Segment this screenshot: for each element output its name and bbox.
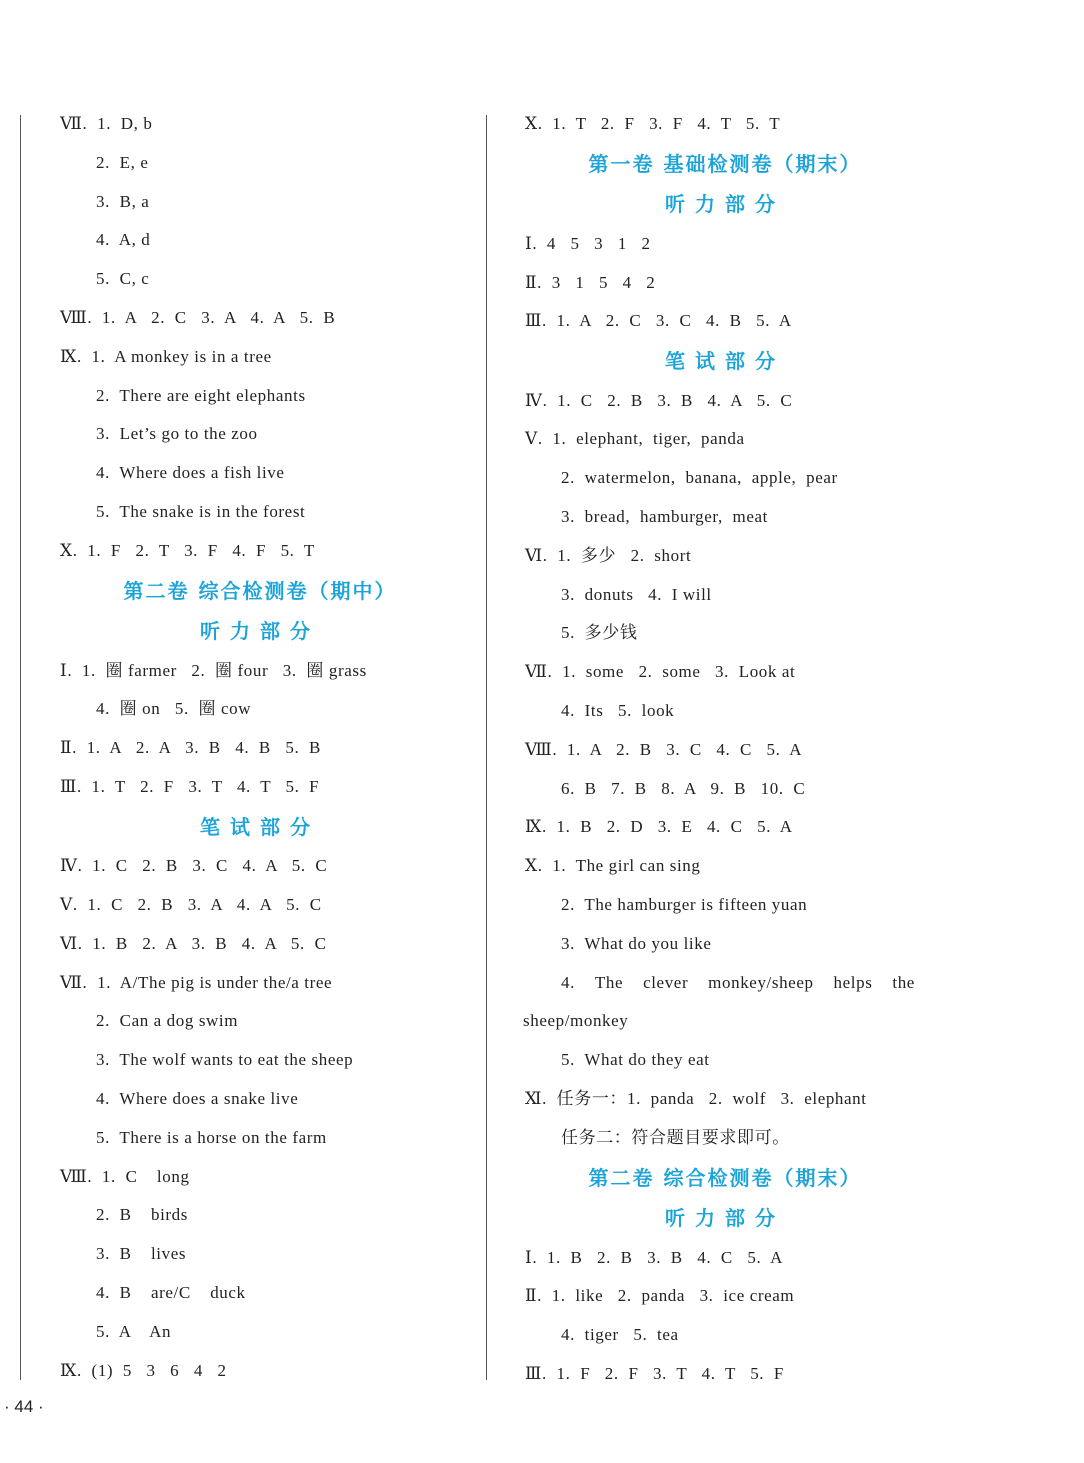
answer-line: Ⅲ. 1. T 2. F 3. T 4. T 5. F [60, 776, 320, 796]
left-column [60, 105, 460, 1390]
answer-subline: 3. B lives [96, 1244, 187, 1264]
answer-line: Ⅲ. 1. A 2. C 3. C 4. B 5. A [525, 311, 792, 331]
answer-line: Ⅸ. 1. A monkey is in a tree [60, 346, 272, 366]
answer-subline: 3. donuts 4. I will [561, 584, 712, 604]
answer-line: Ⅰ. 4 5 3 1 2 [525, 233, 651, 253]
answer-line: Ⅸ. 1. B 2. D 3. E 4. C 5. A [525, 817, 793, 837]
answer-subline: 4. 圈 on 5. 圈 cow [96, 699, 252, 719]
answer-subline: 3. What do you like [561, 933, 712, 953]
part-heading: 听力部分 [665, 1206, 785, 1231]
answer-word: The [594, 972, 624, 992]
answer-subline: 2. watermelon, banana, apple, pear [561, 468, 838, 488]
answer-subline: 2. E, e [96, 152, 149, 172]
answer-line [525, 964, 925, 1003]
part-heading: 笔试部分 [665, 349, 785, 374]
answer-line: Ⅳ. 1. C 2. B 3. C 4. A 5. C [60, 856, 328, 876]
page-number: · 44 · [4, 1397, 44, 1416]
answer-line: Ⅶ. 1. some 2. some 3. Look at [525, 662, 796, 682]
answer-subline: 4. B are/C duck [96, 1283, 246, 1303]
answer-line: Ⅵ. 1. 多少 2. short [525, 545, 692, 565]
answer-line: Ⅹ. 1. F 2. T 3. F 4. F 5. T [60, 540, 315, 560]
answer-line: Ⅸ. (1) 5 3 6 4 2 [60, 1360, 227, 1380]
answer-subline: 任务二：符合题目要求即可。 [561, 1127, 790, 1147]
answer-subline: 2. The hamburger is fifteen yuan [561, 895, 808, 915]
answer-line: Ⅰ. 1. B 2. B 3. B 4. C 5. A [525, 1247, 784, 1267]
answer-subline: sheep/monkey [523, 1011, 629, 1031]
section-heading: 第一卷 基础检测卷（期末） [588, 151, 862, 176]
left-margin-rule [20, 115, 21, 1380]
answer-subline: 3. Let’s go to the zoo [96, 424, 258, 444]
answer-line: Ⅴ. 1. C 2. B 3. A 4. A 5. C [60, 895, 322, 915]
answer-line: Ⅶ. 1. D, b [60, 114, 153, 133]
answer-subline: 4. Its 5. look [561, 701, 675, 721]
column-divider [486, 115, 487, 1380]
answer-subline: 2. Can a dog swim [96, 1011, 239, 1031]
section-heading: 第二卷 综合检测卷（期中） [123, 578, 397, 603]
answer-subline: 3. The wolf wants to eat the sheep [96, 1050, 354, 1070]
answer-subline: 4. tiger 5. tea [561, 1325, 679, 1345]
answer-word: the [892, 972, 915, 992]
answer-subline: 5. There is a horse on the farm [96, 1127, 327, 1147]
answer-line: Ⅷ. 1. C long [60, 1166, 190, 1186]
answer-subline: 6. B 7. B 8. A 9. B 10. C [561, 778, 806, 798]
answer-subline: 4. A, d [96, 230, 151, 250]
answer-line: Ⅱ. 1. like 2. panda 3. ice cream [525, 1286, 795, 1306]
answer-word: helps [833, 972, 873, 992]
answer-line: Ⅴ. 1. elephant, tiger, panda [525, 429, 745, 449]
answer-subline: 2. There are eight elephants [96, 385, 306, 405]
answer-line: Ⅺ. 任务一：1. panda 2. wolf 3. elephant [525, 1089, 867, 1109]
answer-line: Ⅹ. 1. The girl can sing [525, 856, 701, 876]
answer-line: Ⅲ. 1. F 2. F 3. T 4. T 5. F [525, 1364, 784, 1384]
answer-line: Ⅶ. 1. A/The pig is under the/a tree [60, 972, 333, 992]
answer-subline: 5. What do they eat [561, 1050, 710, 1070]
answer-line: Ⅷ. 1. A 2. C 3. A 4. A 5. B [60, 307, 336, 327]
answer-word: monkey/sheep [708, 972, 814, 992]
answer-subline: 4. Where does a snake live [96, 1089, 299, 1109]
answer-word: 4. [561, 972, 575, 992]
answer-subline: 4. Where does a fish live [96, 463, 285, 483]
answer-subline: 5. 多少钱 [561, 623, 638, 643]
part-heading: 听力部分 [200, 619, 320, 644]
right-column [525, 105, 925, 1394]
answer-subline: 3. bread, hamburger, meat [561, 507, 768, 527]
answer-line: Ⅵ. 1. B 2. A 3. B 4. A 5. C [60, 933, 327, 953]
section-heading: 第二卷 综合检测卷（期末） [588, 1165, 862, 1190]
answer-subline: 5. C, c [96, 269, 150, 289]
answer-subline: 5. The snake is in the forest [96, 501, 306, 521]
answer-line: Ⅹ. 1. T 2. F 3. F 4. T 5. T [525, 114, 781, 133]
answer-subline: 3. B, a [96, 191, 150, 211]
answer-line: Ⅱ. 3 1 5 4 2 [525, 272, 656, 292]
answer-line: Ⅰ. 1. 圈 farmer 2. 圈 four 3. 圈 grass [60, 660, 367, 680]
answer-line: Ⅱ. 1. A 2. A 3. B 4. B 5. B [60, 738, 321, 758]
part-heading: 听力部分 [665, 192, 785, 217]
answer-line: Ⅷ. 1. A 2. B 3. C 4. C 5. A [525, 739, 803, 759]
answer-line: Ⅳ. 1. C 2. B 3. B 4. A 5. C [525, 390, 793, 410]
answer-subline: 2. B birds [96, 1205, 188, 1225]
answer-word: clever [643, 972, 689, 992]
part-heading: 笔试部分 [200, 814, 320, 839]
answer-subline: 5. A An [96, 1321, 172, 1341]
